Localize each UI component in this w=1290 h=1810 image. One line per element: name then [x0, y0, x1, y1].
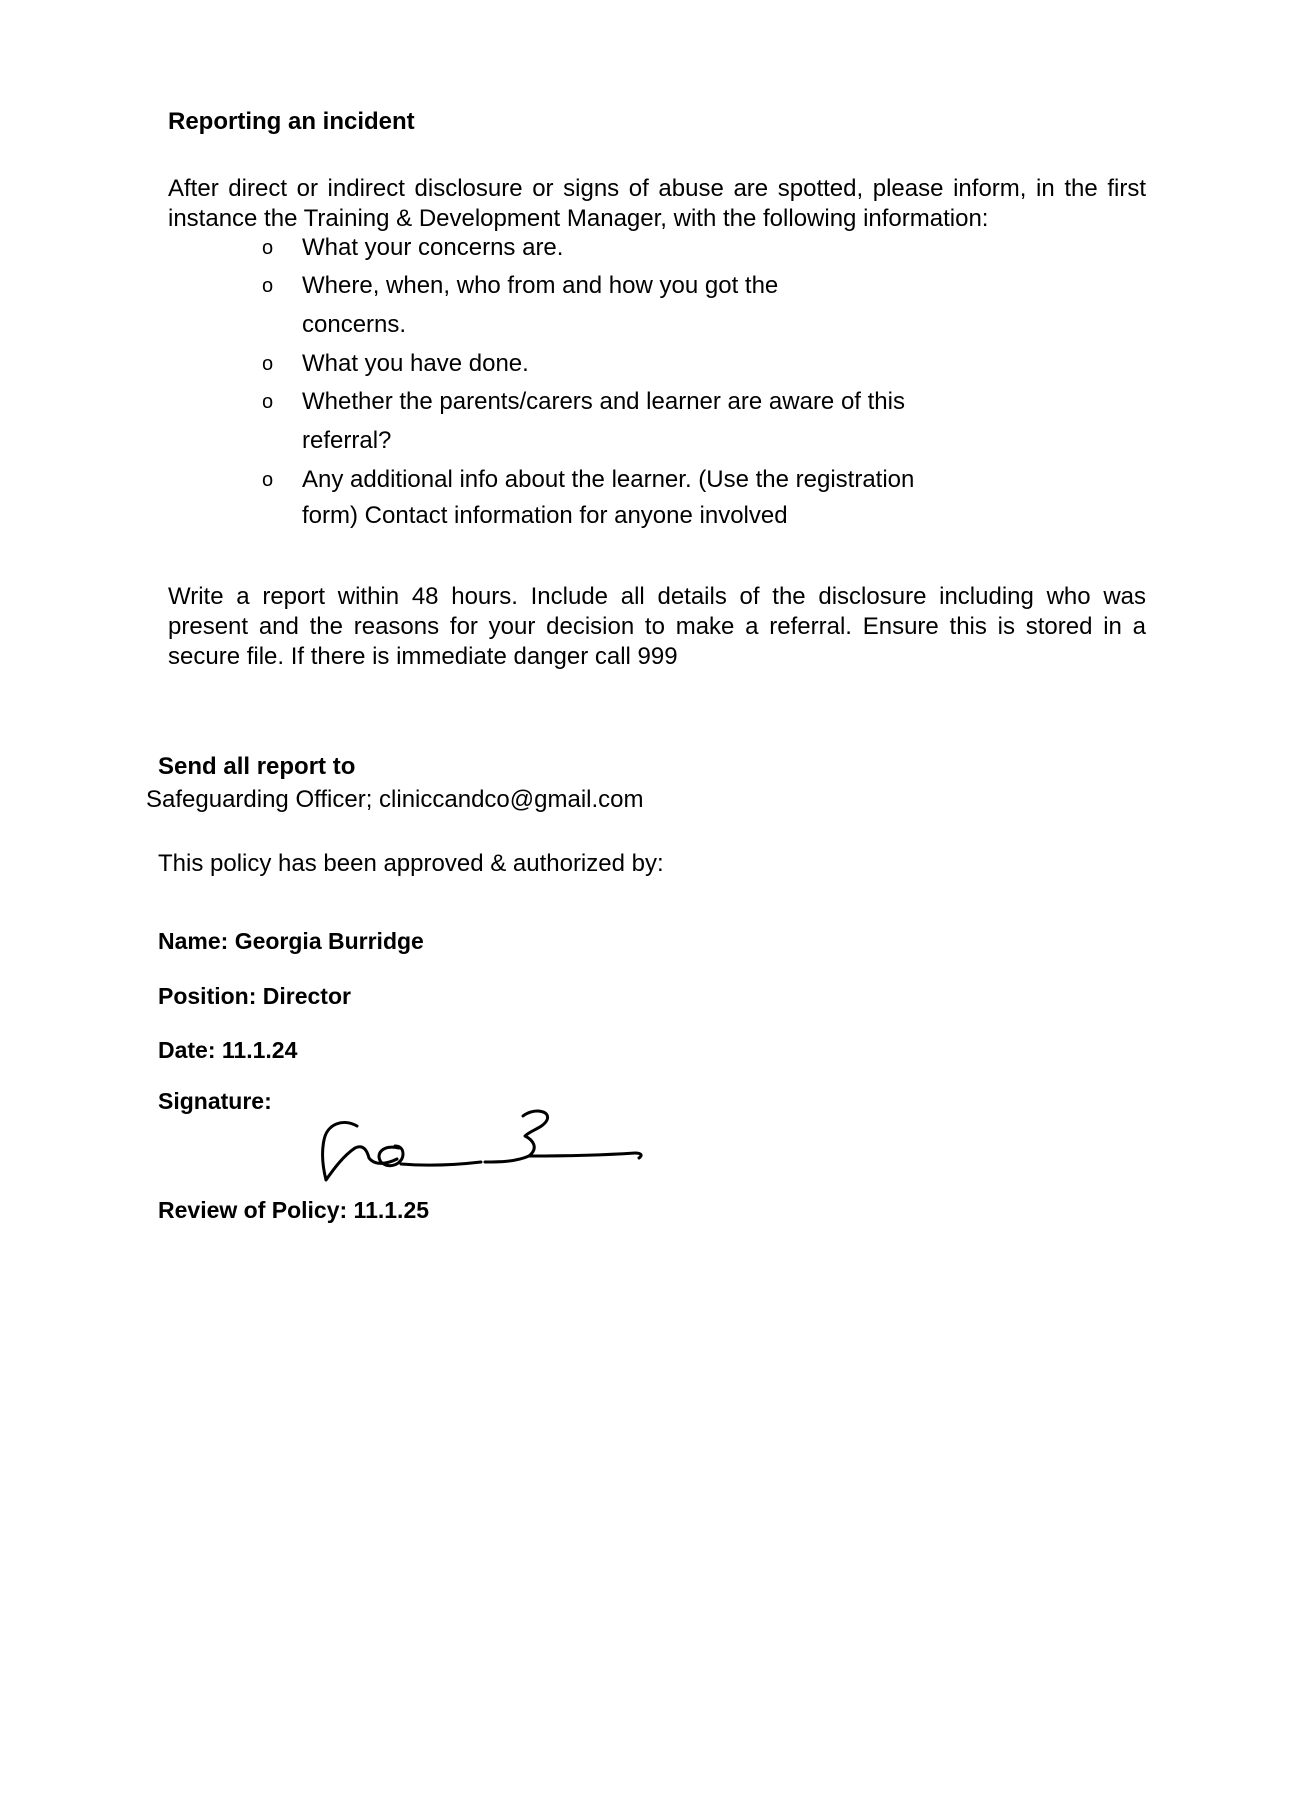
- send-heading: Send all report to: [158, 753, 356, 780]
- list-item: o What your concerns are.: [262, 229, 962, 267]
- bullet-marker: o: [262, 275, 274, 297]
- reporting-intro: After direct or indirect disclosure or signs of abuse are spotted, please inform, in the first instance the Training & Development Manager, with the following information:: [168, 175, 1146, 232]
- approval-date: Date: 11.1.24: [158, 1037, 298, 1063]
- approver-name: Name: Georgia Burridge: [158, 928, 424, 954]
- bullet-marker: o: [262, 237, 274, 259]
- reporting-heading: Reporting an incident: [168, 108, 415, 135]
- list-item: o What you have done.: [262, 345, 962, 383]
- list-item: o Whether the parents/carers and learner are aware of this referral?: [262, 383, 962, 461]
- report-paragraph: Write a report within 48 hours. Include all details of the disclosure including who was present and the reasons for your decision to make a referral. Ensure this is stored in a secure file. If there is immediate danger call 999: [168, 583, 1146, 670]
- handwritten-signature: [315, 1104, 645, 1184]
- bullet-marker: o: [262, 391, 274, 413]
- concerns-list: [262, 229, 962, 533]
- review-date: Review of Policy: 11.1.25: [158, 1197, 430, 1223]
- signature-label: Signature:: [158, 1088, 272, 1114]
- approval-statement: This policy has been approved & authorized by:: [158, 850, 664, 877]
- list-item: o Where, when, who from and how you got the concerns.: [262, 267, 962, 345]
- bullet-marker: o: [262, 469, 274, 491]
- recipient-text: Safeguarding Officer; cliniccandco@gmail.com: [146, 786, 644, 813]
- bullet-marker: o: [262, 353, 274, 375]
- list-item: o Any additional info about the learner. (Use the registration form) Contact information for anyone involved: [262, 461, 962, 533]
- approver-position: Position: Director: [158, 983, 351, 1009]
